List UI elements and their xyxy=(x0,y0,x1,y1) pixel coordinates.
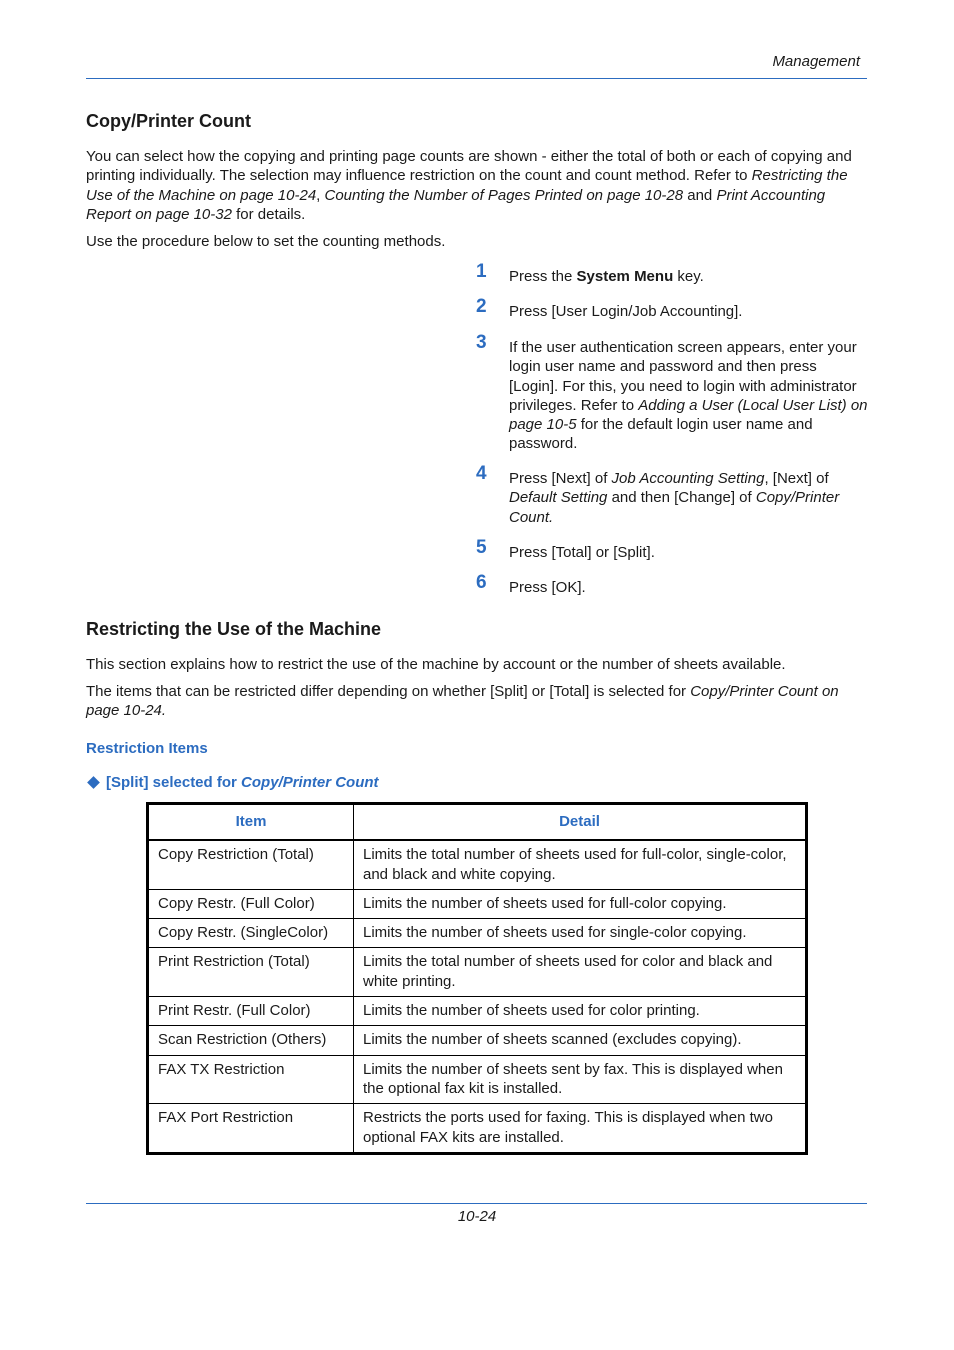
restricting-para-2-reference: Copy/Printer Count on page 10-24. xyxy=(86,683,839,720)
step-text: Press [Total] or [Split]. xyxy=(509,544,655,561)
step-text xyxy=(509,267,869,286)
restriction-items-heading: Restriction Items xyxy=(86,740,208,757)
cell-item: Copy Restriction (Total) xyxy=(148,840,354,889)
table-row xyxy=(148,1026,807,1055)
step-number: 3 xyxy=(476,332,487,353)
step-text-part: key. xyxy=(673,268,704,285)
step-text-part: If the user authentication screen appears, enter your login user name and password and then press [Login]. For this, you need to login with administrator privileges. Refer to xyxy=(509,339,857,414)
restricting-para-2-text: The items that can be restricted differ depending on whether [Split] or [Total] is selected for xyxy=(86,683,691,700)
cell-item: Copy Restr. (SingleColor) xyxy=(148,919,354,948)
column-header-detail: Detail xyxy=(354,804,807,841)
cell-item: Print Restr. (Full Color) xyxy=(148,997,354,1026)
step-reference: Default Setting xyxy=(509,489,608,507)
split-heading-text: [Split] selected for xyxy=(106,774,242,791)
table-row xyxy=(148,889,807,918)
step-number: 2 xyxy=(476,296,487,317)
restricting-para-1: This section explains how to restrict the use of the machine by account or the number of sheets available. xyxy=(86,656,786,673)
intro-text-4: for details. xyxy=(231,205,306,223)
restricting-heading: Restricting the Use of the Machine xyxy=(86,619,382,639)
step-text: Press [User Login/Job Accounting]. xyxy=(509,303,743,320)
footer-rule xyxy=(86,1203,867,1204)
step-reference: Adding a User (Local User List) on page 10-5 xyxy=(509,396,868,434)
restricting-para-2 xyxy=(86,682,868,721)
cell-detail: Limits the number of sheets used for color printing. xyxy=(354,997,807,1026)
step-number: 6 xyxy=(476,572,487,593)
intro-text-1: You can select how the copying and printing page counts are shown - either the total of both or each of copying and printing individually. The selection may influence restriction on the count and count method. Refer to xyxy=(86,148,852,185)
column-header-item: Item xyxy=(148,804,354,841)
table-row xyxy=(148,840,807,889)
cell-detail: Restricts the ports used for faxing. This is displayed when two optional FAX kits are installed. xyxy=(354,1104,807,1154)
intro-text-2: , xyxy=(316,186,325,204)
cell-detail: Limits the number of sheets sent by fax. This is displayed when the optional fax kit is installed. xyxy=(354,1055,807,1104)
copy-printer-count-intro xyxy=(86,147,868,224)
step-text-part: Press [Next] of xyxy=(509,470,612,487)
table-row xyxy=(148,1055,807,1104)
diamond-bullet-icon xyxy=(87,776,100,789)
cell-item: Scan Restriction (Others) xyxy=(148,1026,354,1055)
procedure-intro: Use the procedure below to set the counting methods. xyxy=(86,233,446,250)
step-text-part: and then [Change] of xyxy=(607,489,756,507)
split-heading-reference: Copy/Printer Count xyxy=(241,774,379,791)
step-text-part: Press the xyxy=(509,268,577,285)
step-reference: Job Accounting Setting xyxy=(611,470,765,487)
copy-printer-count-heading: Copy/Printer Count xyxy=(86,111,251,131)
cell-item: Print Restriction (Total) xyxy=(148,948,354,997)
table-row xyxy=(148,919,807,948)
step-number: 1 xyxy=(476,261,487,282)
page-number: 10-24 xyxy=(457,1208,497,1225)
intro-reference-report: Print Accounting Report on page 10-32 xyxy=(86,186,826,223)
step-number: 5 xyxy=(476,537,487,558)
step-reference: Copy/Printer Count. xyxy=(509,489,840,526)
restriction-items-table xyxy=(146,802,808,1155)
step-text: Press [OK]. xyxy=(509,579,586,596)
cell-detail: Limits the number of sheets used for full-color copying. xyxy=(354,889,807,918)
intro-reference-restricting: Restricting the Use of the Machine on page 10-24 xyxy=(86,167,848,204)
step-text xyxy=(509,338,869,454)
cell-detail: Limits the number of sheets used for single-color copying. xyxy=(354,919,807,948)
step-text-part: for the default login user name and password. xyxy=(509,416,813,453)
header-section-label: Management xyxy=(772,53,860,70)
table-header-row xyxy=(148,804,807,841)
step-number: 4 xyxy=(476,463,487,484)
cell-detail: Limits the number of sheets scanned (excludes copying). xyxy=(354,1026,807,1055)
table-row xyxy=(148,948,807,997)
cell-item: FAX Port Restriction xyxy=(148,1104,354,1154)
split-selected-heading xyxy=(86,774,379,791)
cell-detail: Limits the total number of sheets used for color and black and white printing. xyxy=(354,948,807,997)
table-row xyxy=(148,1104,807,1154)
system-menu-key-label: System Menu xyxy=(576,268,674,285)
intro-text-3: and xyxy=(683,186,717,204)
header-rule xyxy=(86,78,867,79)
intro-reference-counting: Counting the Number of Pages Printed on page 10-28 xyxy=(324,186,684,204)
step-text xyxy=(509,469,869,527)
table-row xyxy=(148,997,807,1026)
cell-item: Copy Restr. (Full Color) xyxy=(148,889,354,918)
cell-detail: Limits the total number of sheets used for full-color, single-color, and black and white copying. xyxy=(354,840,807,889)
cell-item: FAX TX Restriction xyxy=(148,1055,354,1104)
step-text-part: , [Next] of xyxy=(764,470,829,487)
